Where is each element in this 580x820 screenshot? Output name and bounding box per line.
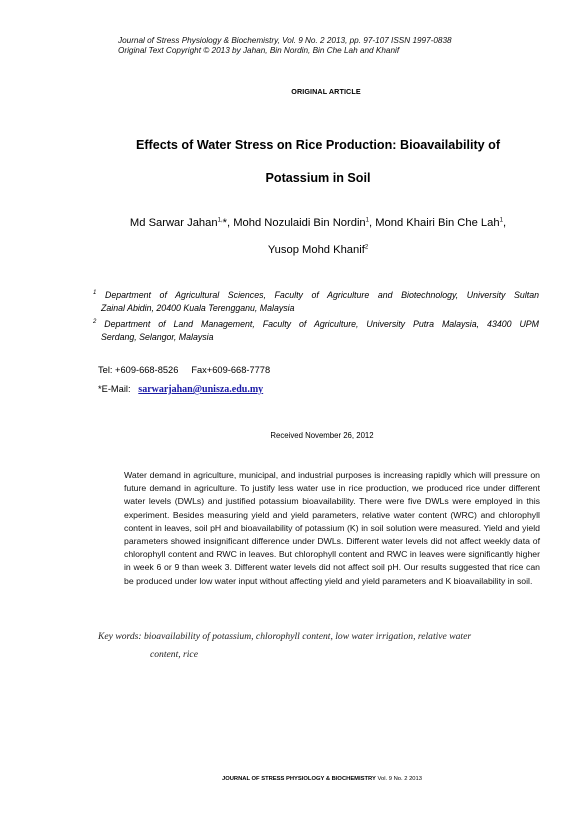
affiliation-text: Zainal Abidin, 20400 Kuala Terengganu, Malaysia xyxy=(101,303,295,313)
author-affiliation-mark: 1 xyxy=(365,217,369,224)
affiliation-text: Department of Agricultural Sciences, Faculty of Agriculture and Biotechnology, University Sultan xyxy=(104,290,539,300)
journal-citation: Journal of Stress Physiology & Biochemistry, Vol. 9 No. 2 2013, pp. 97-107 ISSN 1997-0838 xyxy=(118,36,452,45)
fax-number: Fax+609-668-7778 xyxy=(191,365,271,375)
received-date: Received November 26, 2012 xyxy=(270,431,374,440)
corresponding-mark: *, xyxy=(222,217,231,229)
affiliation-2 xyxy=(93,318,539,344)
paper-title-line1: Effects of Water Stress on Rice Production: Bioavailability of xyxy=(135,138,501,152)
page-footer xyxy=(0,776,580,782)
author-affiliation-mark: 1 xyxy=(499,217,503,224)
contact-email xyxy=(98,384,263,395)
author-list: Md Sarwar Jahan$^{1,}$*, Mohd Nozulaidi Bin Nordin$^1$, Mond Khairi Bin Che Lah$^1$, xyxy=(129,217,507,229)
phone-number: Tel: +609-668-8526 xyxy=(98,365,179,375)
abstract-text: Water demand in agriculture, municipal, and industrial purposes is increasing rapidly which will pressure on future demand in agriculture. To justify less water use in rice production, we produced rice under different water levels (DWLs) and justified potassium bioavailability. There were five DWLs were employed in this experiment. Besides measuring yield and yield parameters, relative water content (WRC) and chlorophyll content in leaves, soil pH and bioavailability of potassium (K) in soil solution were measured. Yield and yield parameters showed insignificant difference under DWLs. Different water levels did not affect weekly data of chlorophyll content and RWC in leaves. But chlorophyll content and RWC in leaves were significantly higher in week 6 or 9 than week 3. Different water levels did not affect soil pH. Our results suggested that rice can be produced under low water input without affecting yield and yield parameters and K bioavailability in soil. xyxy=(124,470,540,586)
affiliation-number: 2 xyxy=(93,319,97,326)
keywords-line2: content, rice xyxy=(150,649,198,660)
author-name: Md Sarwar Jahan xyxy=(129,217,218,229)
footer-issue: Vol. 9 No. 2 2013 xyxy=(377,776,422,782)
paper-title-line2: Potassium in Soil xyxy=(265,171,371,185)
author-name: Mohd Nozulaidi Bin Nordin xyxy=(233,217,366,229)
keywords xyxy=(98,628,538,664)
keywords-line1: Key words: bioavailability of potassium, chlorophyll content, low water irrigation, relative water xyxy=(98,631,472,642)
author-affiliation-mark: 1, xyxy=(217,217,223,224)
article-type: ORIGINAL ARTICLE xyxy=(291,87,361,96)
author-list-line2 xyxy=(0,244,580,256)
email-link[interactable]: sarwarjahan@unisza.edu.my xyxy=(138,384,264,395)
email-label: *E-Mail: xyxy=(98,384,131,394)
author-affiliation-mark: 2 xyxy=(364,244,369,251)
affiliation-number: 1 xyxy=(93,290,97,297)
affiliation-1 xyxy=(93,289,539,315)
affiliation-text: Department of Land Management, Faculty of Agriculture, University Putra Malaysia, 43400 UPM xyxy=(104,319,539,329)
affiliation-text: Serdang, Selangor, Malaysia xyxy=(101,332,214,342)
contact-phone-fax xyxy=(98,365,270,375)
author-name: Mond Khairi Bin Che Lah xyxy=(375,217,500,229)
footer-journal: JOURNAL OF STRESS PHYSIOLOGY & BIOCHEMISTRY xyxy=(222,776,376,782)
author-name: Yusop Mohd Khanif xyxy=(267,244,365,256)
copyright-line: Original Text Copyright © 2013 by Jahan, Bin Nordin, Bin Che Lah and Khanif xyxy=(118,46,400,55)
